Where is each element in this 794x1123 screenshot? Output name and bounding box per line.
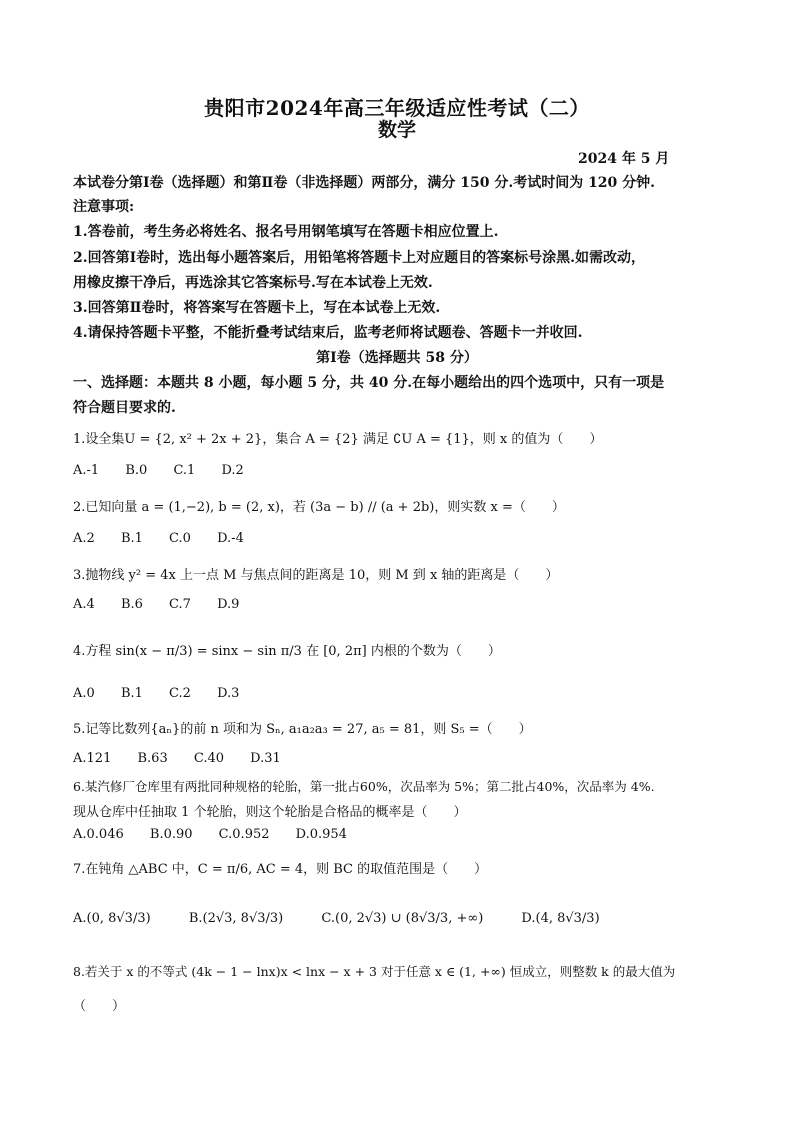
question-4: 4.方程 sin(x − π/3) = sinx − sin π/3 在 [0, 2π] 内根的个数为（ ） <box>73 644 501 659</box>
option-c[interactable]: C.2 <box>169 686 191 701</box>
question-6-line-2: 现从仓库中任抽取 1 个轮胎，则这个轮胎是合格品的概率是（ ） <box>73 805 467 820</box>
question-7-options <box>73 911 622 926</box>
question-5-options <box>73 751 303 766</box>
note-2: 2.回答第Ⅰ卷时，选出每小题答案后，用铅笔将答题卡上对应题目的答案标号涂黑.如需改动， <box>73 250 646 266</box>
note-3: 3.回答第Ⅱ卷时，将答案写在答题卡上，写在本试卷上无效. <box>73 300 441 316</box>
part1-heading: 第Ⅰ卷（选择题共 58 分） <box>316 350 478 366</box>
question-6-options <box>73 827 369 842</box>
option-c[interactable]: C.1 <box>173 463 196 478</box>
note-4: 4.请保持答题卡平整，不能折叠考试结束后，监考老师将试题卷、答题卡一并收回. <box>73 325 583 341</box>
option-a[interactable]: A.-1 <box>73 463 100 478</box>
section-instruction-1: 一、选择题：本题共 8 小题，每小题 5 分，共 40 分.在每小题给出的四个选项中，只有一项是 <box>73 375 665 391</box>
option-d[interactable]: D.(4, 8√3/3) <box>521 911 600 926</box>
subject-title: 数学 <box>377 119 416 141</box>
question-3: 3.抛物线 y² = 4x 上一点 M 与焦点间的距离是 10，则 M 到 x 轴的距离是（ ） <box>73 568 559 583</box>
question-3-options <box>73 597 261 612</box>
option-a[interactable]: A.(0, 8√3/3) <box>73 911 151 926</box>
option-c[interactable]: C.7 <box>169 597 191 612</box>
question-2: 2.已知向量 a = (1,−2), b = (2, x)，若 (3a − b) // (a + 2b)，则实数 x =（ ） <box>73 500 565 515</box>
option-b[interactable]: B.1 <box>120 531 143 546</box>
question-8-line-1: 8.若关于 x 的不等式 (4k − 1 − lnx)x < lnx − x + 3 对于任意 x ∈ (1, +∞) 恒成立，则整数 k 的最大值为 <box>73 964 676 979</box>
option-d[interactable]: D.9 <box>217 597 240 612</box>
option-b[interactable]: B.(2√3, 8√3/3) <box>188 911 284 926</box>
option-b[interactable]: B.1 <box>120 686 143 701</box>
exam-date: 2024 年 5 月 <box>578 151 670 167</box>
question-8-line-2: （ ） <box>73 999 126 1014</box>
question-1: 1.设全集U = {2, x² + 2x + 2}，集合 A = {2} 满足 ∁U A = {1}，则 x 的值为（ ） <box>73 432 603 447</box>
exam-summary: 本试卷分第Ⅰ卷（选择题）和第Ⅱ卷（非选择题）两部分，满分 150 分.考试时间为 120 分钟. <box>73 175 656 191</box>
option-a[interactable]: A.4 <box>73 597 95 612</box>
option-d[interactable]: D.0.954 <box>295 827 347 842</box>
note-2-cont: 用橡皮擦干净后，再选涂其它答案标号.写在本试卷上无效. <box>73 275 433 291</box>
option-b[interactable]: B.0 <box>125 463 148 478</box>
note-1: 1.答卷前，考生务必将姓名、报名号用钢笔填写在答题卡相应位置上. <box>73 224 499 240</box>
option-c[interactable]: C.0 <box>169 531 191 546</box>
option-a[interactable]: A.121 <box>73 751 112 766</box>
option-c[interactable]: C.(0, 2√3) ∪ (8√3/3, +∞) <box>321 911 484 926</box>
question-5: 5.记等比数列{aₙ}的前 n 项和为 Sₙ, a₁a₂a₃ = 27, a₅ = 81，则 S₅ =（ ） <box>73 722 532 737</box>
question-4-options <box>73 686 261 701</box>
option-b[interactable]: B.0.90 <box>149 827 193 842</box>
question-2-options <box>73 531 266 546</box>
option-a[interactable]: A.0 <box>73 686 95 701</box>
option-a[interactable]: A.2 <box>73 531 95 546</box>
option-d[interactable]: D.2 <box>221 463 244 478</box>
question-1-options <box>73 463 266 478</box>
option-c[interactable]: C.40 <box>193 751 225 766</box>
option-a[interactable]: A.0.046 <box>73 827 124 842</box>
exam-title: 贵阳市2024年高三年级适应性考试（二） <box>204 96 590 120</box>
option-c[interactable]: C.0.952 <box>218 827 270 842</box>
question-6-line-1: 6.某汽修厂仓库里有两批同种规格的轮胎，第一批占60%，次品率为 5%；第二批占40%，次品率为 4%. <box>73 779 655 794</box>
option-b[interactable]: B.63 <box>137 751 168 766</box>
option-d[interactable]: D.-4 <box>217 531 244 546</box>
notice-title: 注意事项: <box>73 199 135 215</box>
option-d[interactable]: D.3 <box>217 686 240 701</box>
question-7: 7.在钝角 △ABC 中，C = π/6, AC = 4，则 BC 的取值范围是（ ） <box>73 862 488 877</box>
section-instruction-2: 符合题目要求的. <box>73 400 176 416</box>
option-d[interactable]: D.31 <box>250 751 281 766</box>
option-b[interactable]: B.6 <box>120 597 143 612</box>
